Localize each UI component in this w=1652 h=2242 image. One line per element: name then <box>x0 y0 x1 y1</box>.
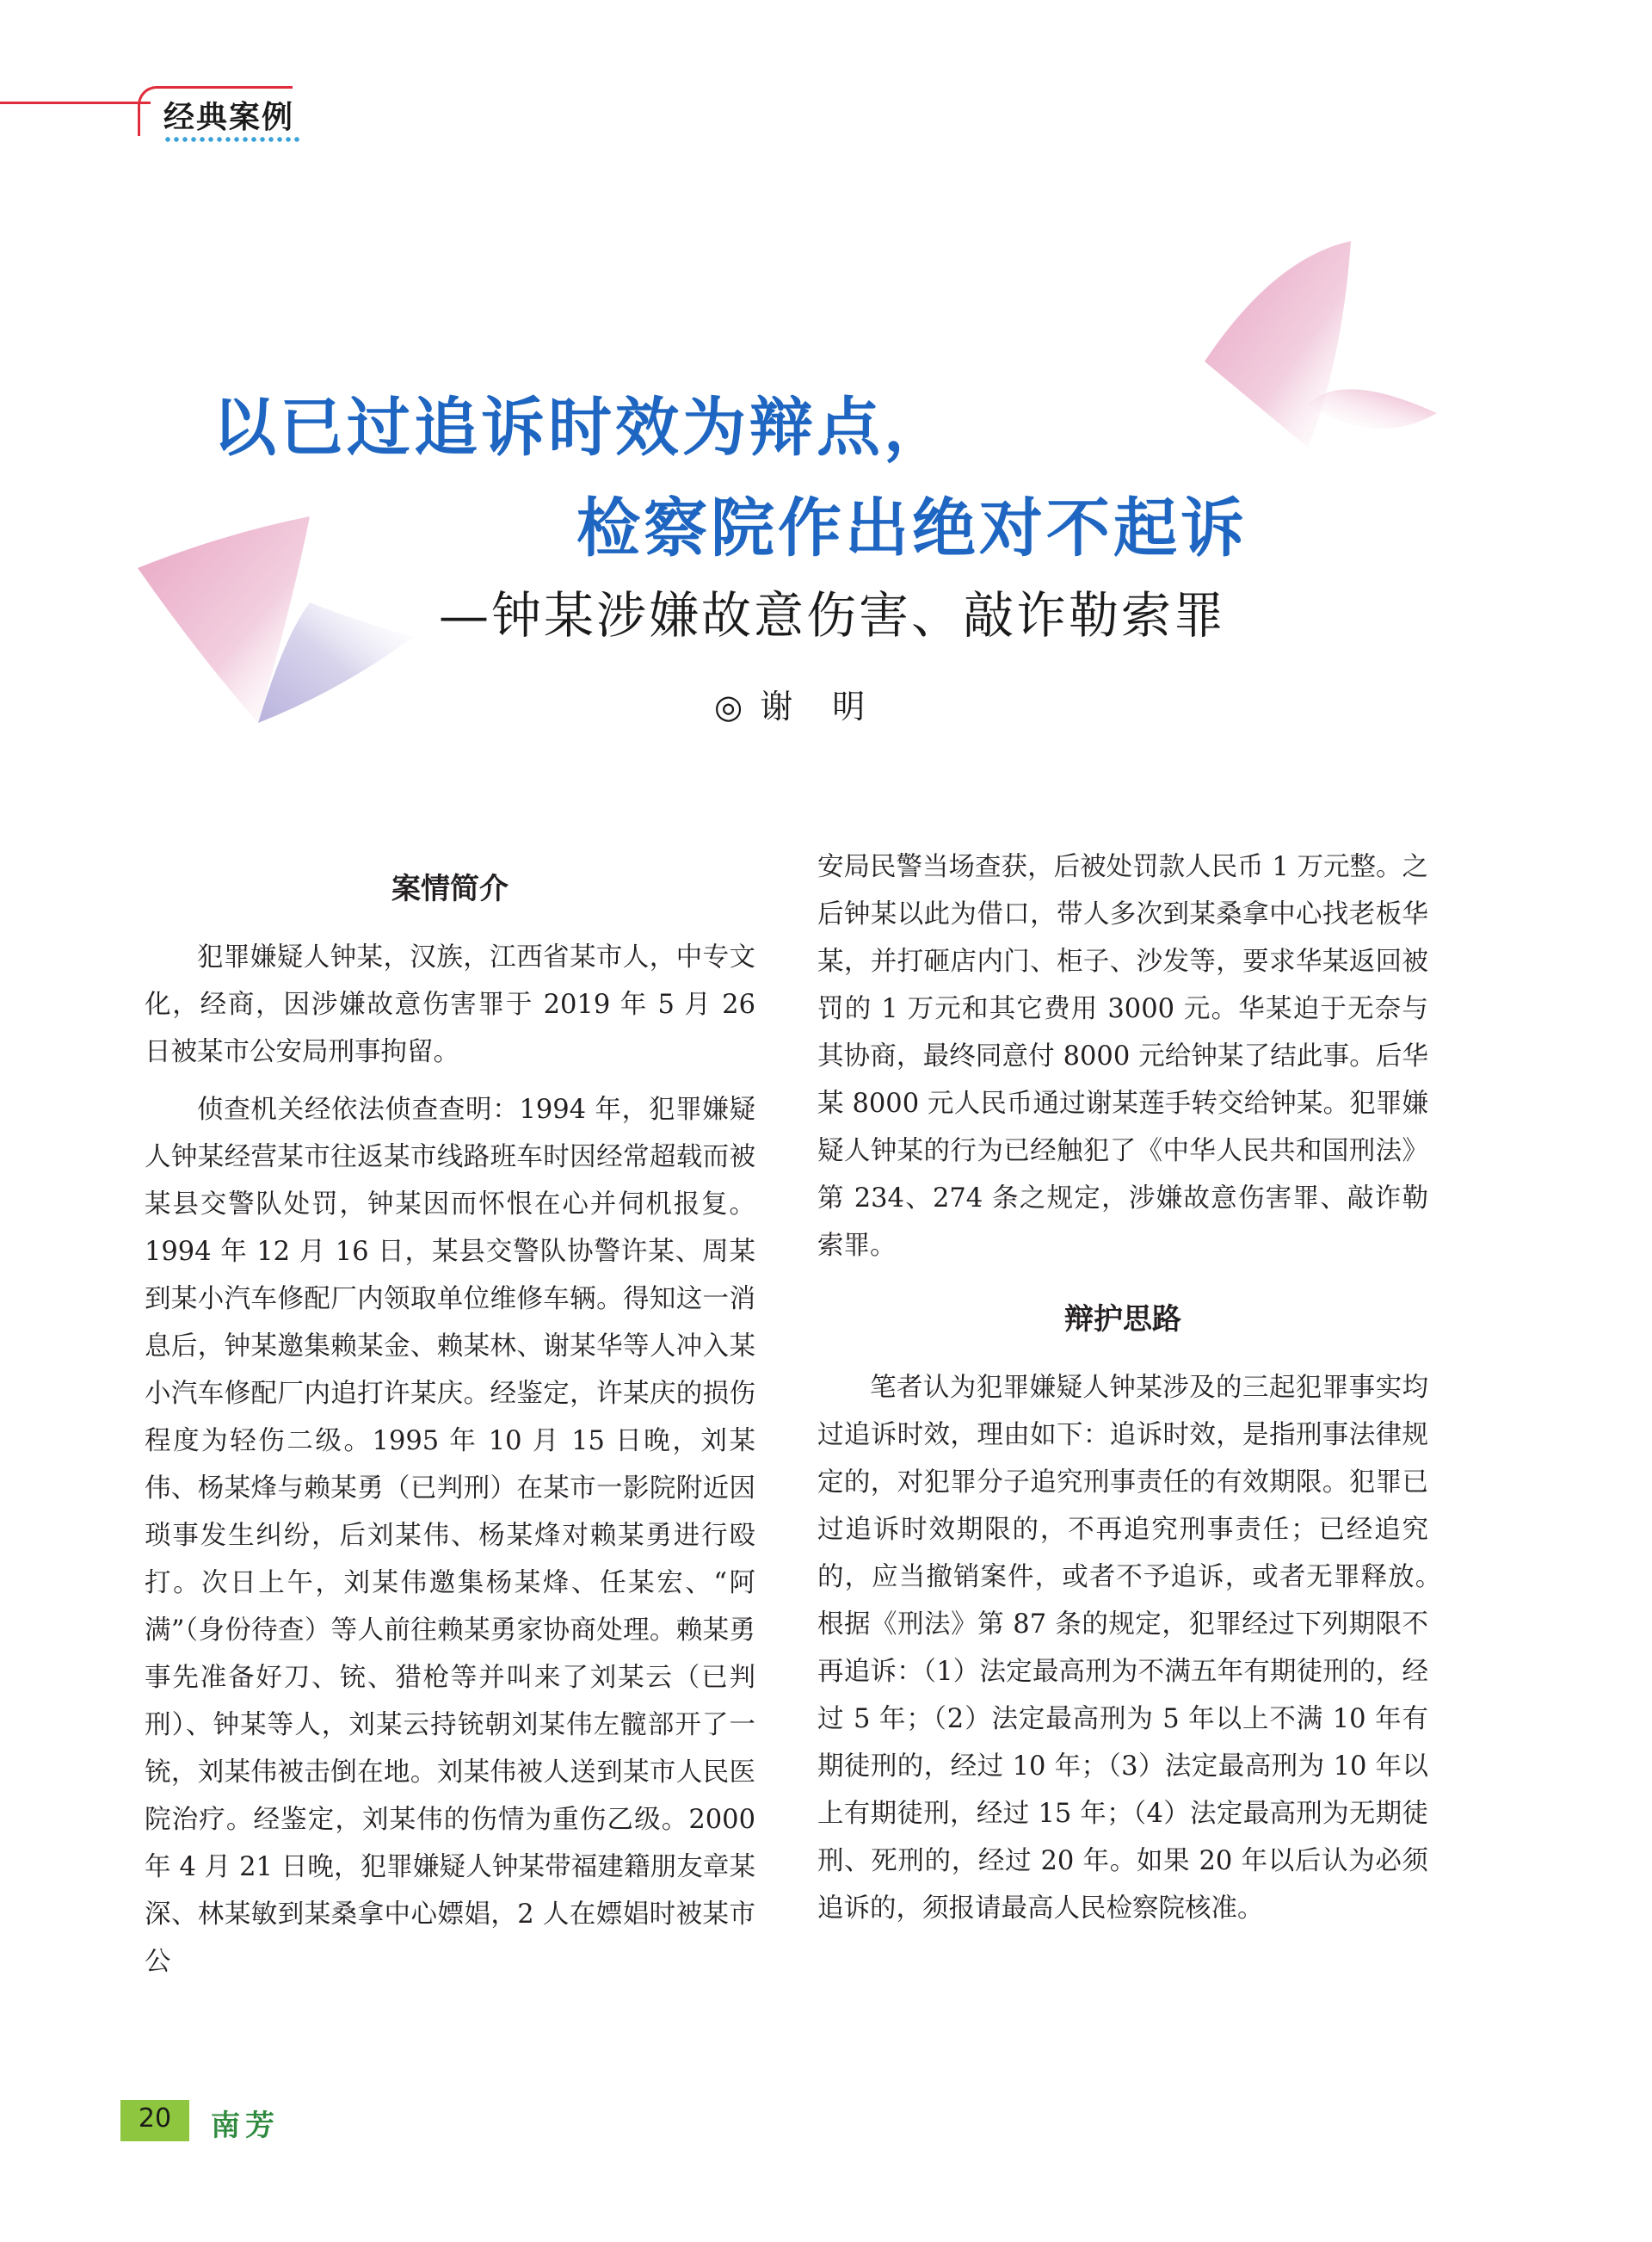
paragraph-investigation: 侦查机关经依法侦查查明：1994 年，犯罪嫌疑人钟某经营某市往返某市线路班车时因经常超载而被某县交警队处罚，钟某因而怀恨在心并伺机报复。1994 年 12 月 16 日，某县交警队协警许某、周某到某小汽车修配厂内领取单位维修车辆。得知这一消息后，钟某邀集赖某金、赖某林、谢某华等人冲入某小汽车修配厂内追打许某庆。经鉴定，许某庆的损伤程度为轻伤二级。1995 年 10 月 15 日晚，刘某伟、杨某烽与赖某勇（已判刑）在某市一影院附近因琐事发生纠纷，后刘某伟、杨某烽对赖某勇进行殴打。次日上午，刘某伟邀集杨某烽、任某宏、“阿满”（身份待查）等人前往赖某勇家协商处理。赖某勇事先准备好刀、铳、猎枪等并叫来了刘某云（已判刑）、钟某等人，刘某云持铳朝刘某伟左髋部开了一铳，刘某伟被击倒在地。刘某伟被人送到某市人民医院治疗。经鉴定，刘某伟的伤情为重伤乙级。2000 年 4 月 21 日晚，犯罪嫌疑人钟某带福建籍朋友章某深、林某敏到某桑拿中心嫖娼，2 人在嫖娼时被某市公 <box>145 1095 755 1977</box>
paragraph-suspect-info: 犯罪嫌疑人钟某，汉族，江西省某市人，中专文化，经商，因涉嫌故意伤害罪于 2019 年 5 月 26 日被某市公安局刑事拘留。 <box>145 942 755 1067</box>
ribbon-top-right-tail <box>1308 389 1437 429</box>
section-label: 经典案例 <box>163 100 295 135</box>
magazine-name: 南芳 <box>211 2109 280 2143</box>
article-title-line-2: 检察院作出绝对不起诉 <box>576 491 1248 565</box>
section-heading-case-summary: 案情简介 <box>391 872 509 906</box>
header-rule <box>0 102 151 104</box>
left-column <box>145 839 755 1996</box>
article-subtitle: —钟某涉嫌故意伤害、敲诈勒索罪 <box>439 586 1227 645</box>
author-byline: ◎ 谢 明 <box>714 688 869 726</box>
paragraph-defense-reasoning: 笔者认为犯罪嫌疑人钟某涉及的三起犯罪事实均过追诉时效，理由如下：追诉时效，是指刑事法律规定的，对犯罪分子追究刑事责任的有效期限。犯罪已过追诉时效期限的，不再追究刑事责任；已经追究的，应当撤销案件，或者不予追诉，或者无罪释放。 根据《刑法》第 87 条的规定，犯罪经过下列期限不再追诉：（1）法定最高刑为不满五年有期徒刑的，经过 5 年；（2）法定最高刑为 5 年以上不满 10 年有期徒刑的，经过 10 年；（3）法定最高刑为 10 年以上有期徒刑，经过 15 年；（4）法定最高刑为无期徒刑、死刑的，经过 20 年。如果 20 年以后认为必须追诉的，须报请最高人民检察院核准。 <box>817 1373 1455 1924</box>
section-heading-defense: 辩护思路 <box>1064 1302 1181 1337</box>
header-dots <box>163 136 301 143</box>
right-column <box>817 843 1455 1942</box>
ribbon-top-right <box>1205 241 1351 448</box>
paragraph-investigation-continued: 安局民警当场查获，后被处罚款人民币 1 万元整。之后钟某以此为借口，带人多次到某桑拿中心找老板华某，并打砸店内门、柜子、沙发等，要求华某返回被罚的 1 万元和其它费用 3000 元。华某迫于无奈与其协商，最终同意付 8000 元给钟某了结此事。后华某 8000 元人民币通过谢某莲手转交给钟某。犯罪嫌疑人钟某的行为已经触犯了《中华人民共和国刑法》第 234、274 条之规定，涉嫌故意伤害罪、敲诈勒索罪。 <box>817 852 1428 1261</box>
page-number: 20 <box>138 2103 172 2134</box>
article-title-line-1: 以已过追诉时效为辩点， <box>213 391 951 465</box>
